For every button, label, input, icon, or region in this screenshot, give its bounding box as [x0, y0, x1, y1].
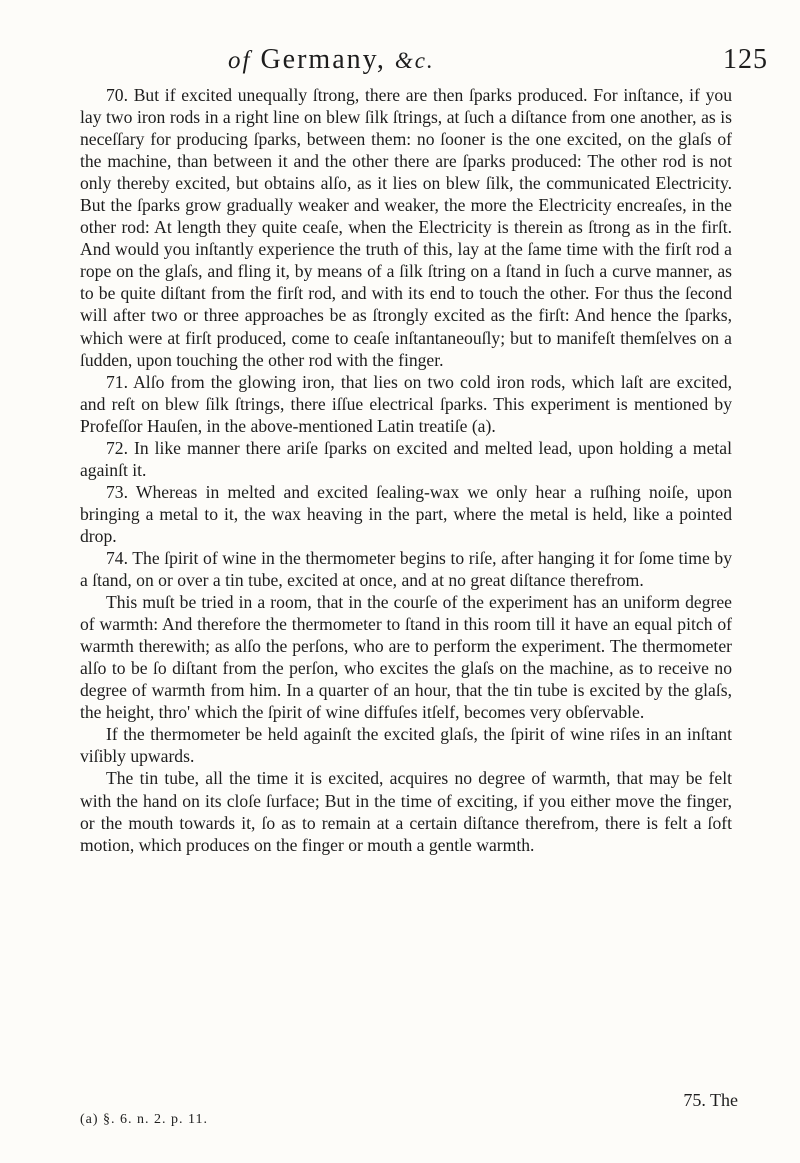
paragraph-72: 72. In like manner there ariſe ſparks on excited and melted lead, upon holding a metal againſt it. [80, 437, 732, 480]
footnote: (a) §. 6. n. 2. p. 11. [80, 1112, 209, 1127]
paragraph-70: 70. But if excited unequally ſtrong, there are then ſparks produced. For inſtance, if you lay two iron rods in a right line on blew ſilk ſtrings, at ſuch a diſtance from one another, as is neceſſary for producing ſparks, between them: no ſooner is the one excited, on the glaſs of the machine, than between it and the other there are ſparks produced: The other rod is not only thereby excited, but obtains alſo, as it lies on blew ſilk, the communicated Electricity. But the ſparks grow gradually weaker and weaker, the more the Electricity encreaſes, in the other rod: At length they quite ceaſe, when the Electricity is therein as ſtrong as in the firſt. And would you inſtantly experience the truth of this, lay at the ſame time with the firſt rod a rope on the glaſs, and fling it, by means of a ſilk ſtring on a ſtand in ſuch a curve manner, as to be quite diſtant from the firſt rod, and with its end to touch the other. For thus the ſecond will after two or three approaches be as ſtrongly excited as the firſt: And hence the ſparks, which were at firſt produced, come to ceaſe inſtantaneouſly; but to manifeſt themſelves on a ſudden, upon touching the other rod with the finger. [80, 85, 732, 370]
catchword: 75. The [683, 1090, 738, 1110]
running-head-of: of [228, 47, 252, 74]
paragraph-74-glass: If the thermometer be held againſt the excited glaſs, the ſpirit of wine riſes in an inſtant viſibly upwards. [80, 724, 732, 767]
paragraph-73: 73. Whereas in melted and excited ſealing-wax we only hear a ruſhing noiſe, upon bringing a metal to it, the wax heaving in the part, where the metal is held, like a pointed drop. [80, 481, 732, 546]
paragraph-74-room: This muſt be tried in a room, that in the courſe of the experiment has an uniform degree of warmth: And therefore the thermometer to ſtand in this room till it have an equal pitch of warmth therewith; as alſo the perſons, who are to perform the experiment. The thermometer alſo to be ſo diſtant from the perſon, who excites the glaſs on the machine, as to receive no degree of warmth from him. In a quarter of an hour, that the tin tube is excited by the glaſs, the height, thro' which the ſpirit of wine diffuſes itſelf, becomes very obſervable. [80, 592, 732, 723]
page-header [228, 44, 768, 84]
paragraph-74-tube: The tin tube, all the time it is excited, acquires no degree of warmth, that may be felt with the hand on its cloſe ſurface; But in the time of exciting, if you either move the finger, or the mouth towards it, ſo as to remain at a certain diſtance therefrom, there is felt a ſoft motion, which produces on the finger or mouth a gentle warmth. [80, 768, 732, 855]
running-head-title: Germany, [260, 44, 386, 75]
paragraph-71: 71. Alſo from the glowing iron, that lies on two cold iron rods, which laſt are excited, and reſt on blew ſilk ſtrings, there iſſue electrical ſparks. This experiment is mentioned by Profeſſor Hauſen, in the above-mentioned Latin treatiſe (a). [80, 371, 732, 436]
body-text [80, 84, 732, 856]
paragraph-74: 74. The ſpirit of wine in the thermometer begins to riſe, after hanging it for ſome time by a ſtand, on or over a tin tube, excited at once, and at no great diſtance therefrom. [80, 547, 732, 591]
running-head-etc: &c. [394, 48, 435, 73]
page-number: 125 [723, 44, 768, 75]
running-head [228, 44, 435, 76]
